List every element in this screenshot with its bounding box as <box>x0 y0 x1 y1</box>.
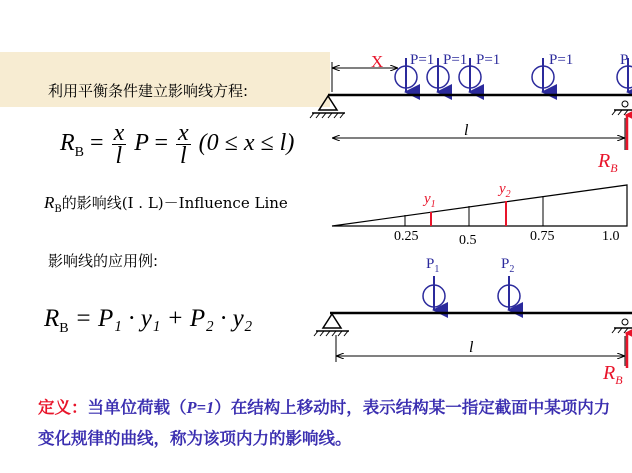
y2-label: $y_2$ <box>499 181 511 200</box>
span-label-1: l <box>464 122 469 139</box>
beam-diagram-2 <box>314 256 632 387</box>
reaction-rb-1 <box>597 115 627 175</box>
load-p1 <box>423 256 445 310</box>
svg-text:P=1: P=1 <box>443 52 468 68</box>
tick-075: 0.75 <box>530 229 555 244</box>
svg-text:P=1: P=1 <box>410 52 435 68</box>
svg-text:P=1: P=1 <box>476 52 501 68</box>
roller-support-b1 <box>612 101 632 115</box>
rb-formula: $R_B = P_1 \cdot y_1 + P_2 \cdot y_2$ <box>44 305 253 336</box>
pin-support-a1 <box>310 96 345 118</box>
beam-diagram-1 <box>310 52 632 175</box>
tick-10: 1.0 <box>602 229 620 244</box>
svg-text:P1: $P_1$ <box>426 256 440 275</box>
tick-025: 0.25 <box>394 229 419 244</box>
reaction-rb-2 <box>602 333 627 387</box>
il-r: R <box>44 193 55 212</box>
load-p1-d <box>532 52 573 92</box>
x-label: X <box>371 52 384 71</box>
eq-p: P <box>134 130 149 157</box>
svg-text:RB: $R_B$ <box>603 362 623 387</box>
il-text: 的影响线(I . L)－Influence Line <box>61 194 288 212</box>
span-label-2: l <box>469 339 474 356</box>
rb-formula-rhs: = P₁ · y₁ + P₂ · y₂ <box>74 305 253 332</box>
definition-p1: P=1 <box>186 398 215 417</box>
roller-support-b2 <box>612 319 632 333</box>
eq-frac1: $\frac{x}{l}$ <box>113 120 125 169</box>
load-p2 <box>498 256 520 310</box>
svg-text:RB: $R_B$ <box>598 150 618 175</box>
svg-text:P2: $P_2$ <box>501 256 515 275</box>
svg-text:P=1: P=1 <box>549 52 574 68</box>
eq-lhs: R <box>60 130 75 157</box>
influence-triangle <box>332 185 627 226</box>
influence-line-diagram <box>332 181 627 248</box>
il-sub: B <box>54 204 62 215</box>
svg-text:P: P <box>620 52 629 68</box>
influence-line-equation: $R_B$ = $\frac{x}{l}$ P = $\frac{x}{l}$ (0 ≤ x ≤ l) <box>60 120 295 169</box>
tick-05: 0.5 <box>459 233 477 248</box>
eq-frac2: $\frac{x}{l}$ <box>178 120 189 169</box>
intro-text: 利用平衡条件建立影响线方程: <box>48 82 249 100</box>
application-text: 影响线的应用例: <box>48 252 159 270</box>
y1-label: $y_1$ <box>424 191 436 210</box>
eq-range: (0 ≤ x ≤ l) <box>198 130 295 157</box>
definition-paragraph: 定义：当单位荷载（P=1）在结构上移动时，表示结构某一指定截面中某项内力变化规律的曲线，称为该项内力的影响线。 <box>38 398 611 448</box>
eq-lhs-sub: B <box>74 144 85 160</box>
definition-label: 定义： <box>38 398 88 417</box>
pin-support-a2 <box>314 314 349 336</box>
load-p-end <box>617 52 632 92</box>
